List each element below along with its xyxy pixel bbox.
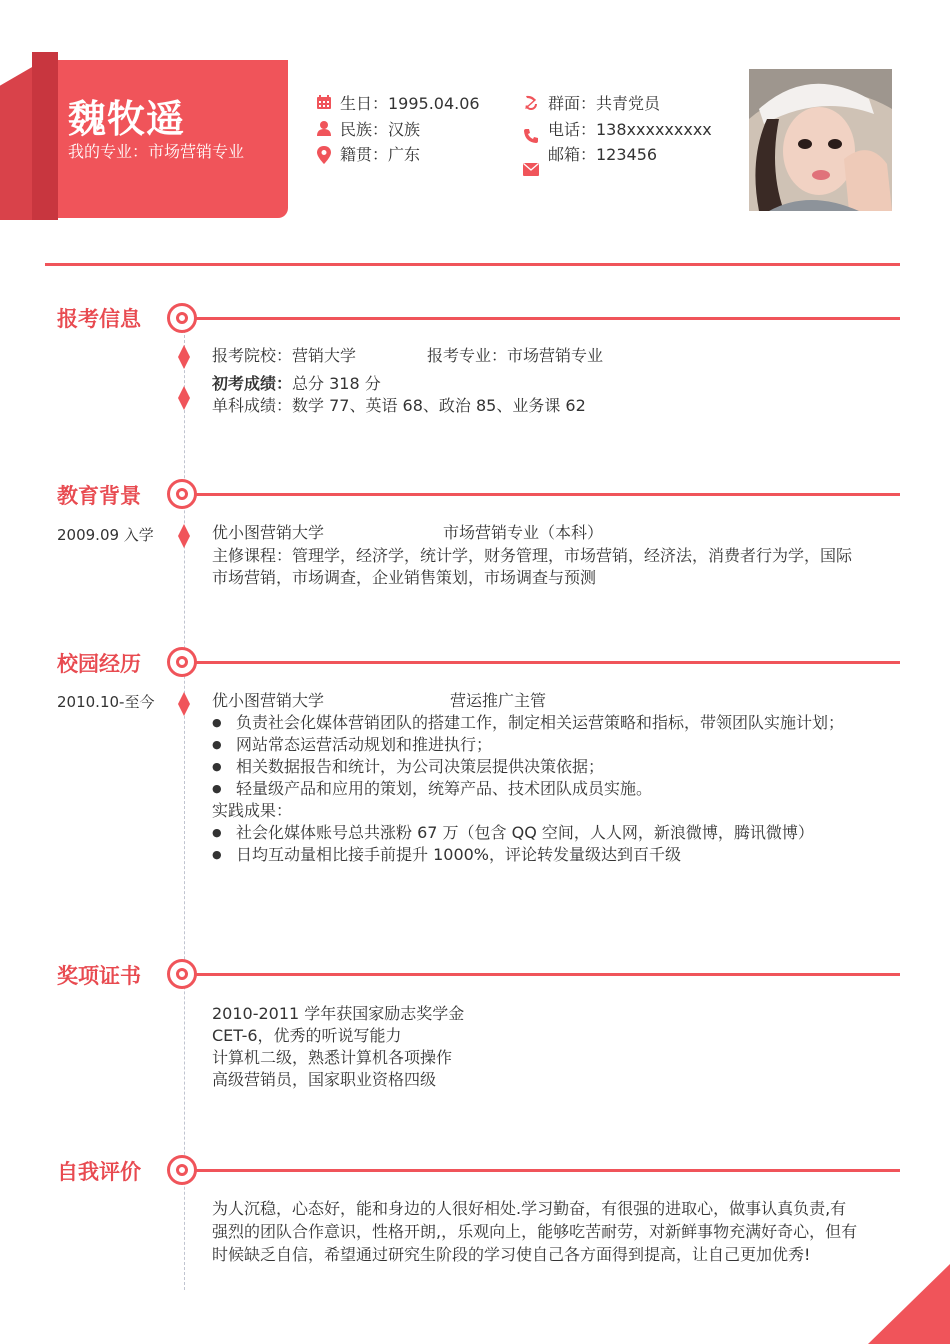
courses-line-2: 市场营销，市场调查，企业销售策划，市场调查与预测 [212,568,597,587]
section-marker [167,303,197,333]
timeline-line [184,330,185,1290]
origin: 籍贯：广东 [340,145,421,164]
award-item: CET-6，优秀的听说写能力 [212,1026,402,1045]
section-marker [167,647,197,677]
award-item: 高级营销员，国家职业资格四级 [212,1070,437,1089]
section-divider [196,317,900,320]
timeline-diamond [178,524,190,548]
apply-school: 报考院校：营销大学 [212,346,357,365]
section-marker [167,479,197,509]
apply-major: 报考专业：市场营销专业 [427,346,604,365]
location-icon [316,146,332,164]
section-divider [196,1169,900,1172]
initial-score [212,373,381,395]
mail-icon [523,163,539,176]
candidate-name: 魏牧遥 [68,97,186,141]
candidate-major: 我的专业：市场营销专业 [68,142,245,161]
politics: 群面：共青党员 [548,94,661,113]
subject-scores: 单科成绩：数学 77、英语 68、政治 85、业务课 62 [212,396,586,415]
phone: 电话：138xxxxxxxxx [548,120,712,139]
timeline-diamond [178,692,190,716]
calendar-icon [316,94,332,110]
campus-date: 2010.10-至今 [57,693,155,711]
duty-item: ● 负责社会化媒体营销团队的搭建工作，制定相关运营策略和指标，带领团队实施计划； [236,712,844,734]
birthday: 生日：1995.04.06 [340,94,480,113]
section-title-self: 自我评价 [57,1160,141,1184]
section-title-awards: 奖项证书 [57,964,141,988]
timeline-diamond [178,345,190,369]
section-title-campus: 校园经历 [57,652,141,676]
section-title-apply: 报考信息 [57,307,141,331]
duty-item: ● 网站常态运营活动规划和推进执行； [236,734,492,756]
award-item: 计算机二级，熟悉计算机各项操作 [212,1048,453,1067]
self-eval-line: 为人沉稳，心态好，能和身边的人很好相处.学习勤奋，有很强的进取心，做事认真负责,有 [212,1199,847,1218]
self-eval-line: 时候缺乏自信，希望通过研究生阶段的学习使自己各方面得到提高，让自己更加优秀! [212,1245,811,1264]
corner-decoration [868,1264,950,1344]
self-eval-line: 强烈的团队合作意识，性格开朗,，乐观向上，能够吃苦耐劳，对新鲜事物充满好奇心，但有 [212,1222,858,1241]
ethnicity: 民族：汉族 [340,120,421,139]
section-divider [196,973,900,976]
education-major: 市场营销专业（本科） [443,523,604,542]
section-divider [196,493,900,496]
banner-fold-shadow [32,52,58,220]
education-date: 2009.09 入学 [57,526,154,544]
campus-role: 营运推广主管 [450,691,547,710]
email: 邮箱：123456 [548,145,658,164]
section-marker [167,1155,197,1185]
education-school: 优小图营销大学 [212,523,325,542]
party-emblem-icon [523,94,539,110]
section-divider [196,661,900,664]
duty-item: ● 相关数据报告和统计，为公司决策层提供决策依据； [236,756,604,778]
timeline-diamond [178,386,190,410]
phone-icon [523,128,539,144]
initial-score-label: 初考成绩： [212,374,293,393]
duty-item: ● 轻量级产品和应用的策划，统筹产品、技术团队成员实施。 [236,778,652,800]
section-marker [167,959,197,989]
award-item: 2010-2011 学年获国家励志奖学金 [212,1004,465,1023]
person-icon [316,120,332,136]
header-divider [45,263,900,266]
section-title-education: 教育背景 [57,484,141,508]
initial-score-value: 总分 318 分 [292,374,381,393]
profile-photo [749,69,892,211]
result-item: ● 日均互动量相比接手前提升 1000%，评论转发量级达到百千级 [236,844,681,866]
campus-school: 优小图营销大学 [212,691,325,710]
results-label: 实践成果： [212,801,293,820]
courses-line-1: 主修课程：管理学，经济学，统计学，财务管理，市场营销，经济法，消费者行为学，国际 [212,546,853,565]
result-item: ● 社会化媒体账号总共涨粉 67 万（包含 QQ 空间，人人网，新浪微博，腾讯微博） [236,822,814,844]
